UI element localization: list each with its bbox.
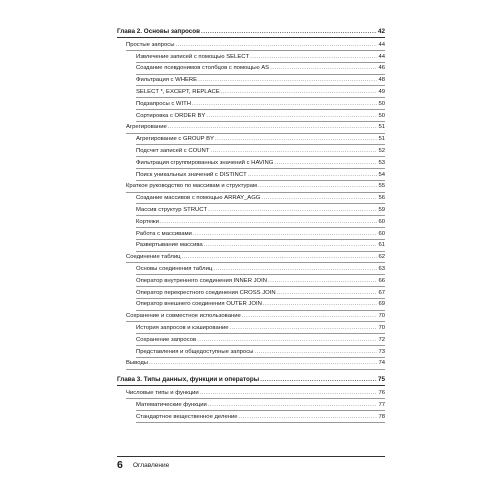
dot-leader [160,218,378,226]
toc-entry-title: Фильтрация сгруппированных значений с HAVING [136,159,274,166]
dot-leader [263,300,378,308]
entry-underline [136,298,385,299]
toc-entry-page: 49 [378,89,385,95]
toc-section-entry[interactable] [126,41,385,49]
toc-entry-page: 78 [378,413,385,420]
toc-entry-page: 53 [378,159,385,166]
toc-entry-page: 76 [378,390,385,396]
dot-leader [261,194,377,202]
toc-subsection-entry[interactable] [136,76,385,84]
dot-leader [242,312,378,320]
toc-entry-title: Массив структур STRUCT [136,207,208,213]
toc-entry-page: 56 [378,195,385,202]
toc-entry-title: Краткое руководство по массивам и структурам [126,183,257,190]
entry-underline [136,239,385,240]
toc-entry-title: Агрегирование [126,124,167,131]
toc-subsection-entry[interactable] [136,324,385,332]
toc-subsection-entry[interactable] [136,241,385,249]
toc-entry-page: 67 [378,289,385,296]
toc-entry-page: 74 [378,360,385,367]
toc-entry-title: Кортежи [136,218,159,225]
dot-leader [182,253,378,261]
toc-subsection-entry[interactable] [136,218,385,226]
dot-leader [210,147,377,155]
toc-entry-title: Математические функции [136,401,207,408]
dot-leader [193,230,378,238]
toc-entry-page: 51 [378,124,385,131]
toc-section-entry[interactable] [126,123,385,131]
entry-underline [136,286,385,287]
toc-subsection-entry[interactable] [136,265,385,273]
toc-entry-title: Создание массивов с помощью ARRAY_AGG [136,195,261,202]
toc-subsection-entry[interactable] [136,401,385,409]
entry-underline [136,422,385,423]
dot-leader [268,277,377,285]
dot-leader [200,389,378,397]
entry-underline [117,385,385,386]
entry-underline [136,251,385,252]
toc-entry-title: Сортировка с ORDER BY [136,112,206,119]
toc-chapter-entry[interactable] [117,28,385,36]
toc-entry-title: Основы соединения таблиц [136,266,213,272]
entry-underline [126,192,385,193]
toc-entry-title: Оператор перекрестного соединения CROSS JOIN [136,289,276,296]
entry-underline [136,85,385,86]
toc-subsection-entry[interactable] [136,159,385,167]
toc-section-entry[interactable] [126,253,385,261]
entry-underline [136,274,385,275]
toc-entry-page: 50 [378,112,385,119]
dot-leader [270,64,377,72]
toc-subsection-entry[interactable] [136,348,385,356]
toc-entry-title: Поиск уникальных значений с DISTINCT [136,171,247,178]
toc-entry-page: 73 [378,348,385,355]
dot-leader [208,401,378,409]
dot-leader [197,336,377,344]
toc-entry-page: 70 [378,325,385,331]
toc-entry-page: 77 [378,401,385,408]
footer-rule [117,456,385,457]
toc-entry-title: Агрегирование с GROUP BY [136,136,214,143]
toc-entry-page: 51 [378,136,385,143]
toc-entry-title: Глава 3. Типы данных, функции и операторы [117,376,260,384]
entry-underline [126,321,385,322]
entry-underline [136,333,385,334]
toc-entry-title: Создание псевдонимов столбцов с помощью AS [136,65,270,72]
toc-entry-page: 62 [378,254,385,261]
entry-underline [126,369,385,370]
entry-underline [117,37,385,38]
toc-chapter-entry[interactable] [117,376,385,384]
toc-subsection-entry[interactable] [136,300,385,308]
dot-leader [215,135,377,143]
dot-leader [175,41,377,49]
toc-entry-page: 48 [378,77,385,84]
entry-underline [136,121,385,122]
toc-entry-title: Стандартное вещественное деление [136,413,238,420]
entry-underline [136,180,385,181]
toc-subsection-entry[interactable] [136,230,385,238]
dot-leader [192,100,377,108]
entry-underline [136,345,385,346]
toc-entry-page: 63 [378,266,385,272]
toc-entry-title: Оператор внутреннего соединения INNER JOIN [136,277,268,284]
dot-leader [248,171,378,179]
toc-section-entry[interactable] [126,312,385,320]
toc-subsection-entry[interactable] [136,64,385,72]
dot-leader [213,265,377,273]
toc-entry-page: 54 [378,171,385,178]
entry-underline [136,410,385,411]
toc-subsection-entry[interactable] [136,206,385,214]
toc-subsection-entry[interactable] [136,88,385,96]
toc-subsection-entry[interactable] [136,147,385,155]
entry-underline [136,74,385,75]
toc-entry-page: 75 [377,376,385,384]
dot-leader [230,324,378,332]
toc-entry-page: 66 [378,277,385,284]
entry-underline [136,144,385,145]
toc-entry-title: Подзапросы с WITH [136,100,191,107]
entry-underline [136,109,385,110]
toc-entry-title: Фильтрация с WHERE [136,77,198,84]
entry-underline [136,357,385,358]
toc-entry-page: 50 [378,100,385,107]
dot-leader [149,359,377,367]
entry-underline [136,215,385,216]
entry-underline [136,168,385,169]
toc-entry-title: Извлечение записей с помощью SELECT [136,53,250,60]
toc-subsection-entry[interactable] [136,194,385,202]
dot-leader [206,112,377,120]
toc-entry-page: 44 [378,41,385,48]
entry-underline [136,227,385,228]
toc-entry-title: Представления и общедоступные запросы [136,348,254,355]
toc-subsection-entry[interactable] [136,336,385,344]
toc-subsection-entry[interactable] [136,277,385,285]
toc-entry-page: 61 [378,242,385,249]
toc-entry-title: Развертывание массива [136,242,203,249]
toc-entry-title: Работа с массивами [136,230,192,237]
toc-entry-title: Сохранение и совместное использование [126,313,241,320]
dot-leader [260,376,377,384]
toc-subsection-entry[interactable] [136,53,385,61]
toc-entry-page: 44 [378,53,385,60]
toc-entry-title: История запросов и кэширование [136,325,229,331]
entry-underline [136,310,385,311]
toc-section-entry[interactable] [126,182,385,190]
toc-entry-page: 52 [378,148,385,154]
entry-underline [136,156,385,157]
toc-subsection-entry[interactable] [136,135,385,143]
dot-leader [198,76,377,84]
entry-underline [136,97,385,98]
toc-entry-title: Соединение таблиц [126,254,181,261]
entry-underline [136,62,385,63]
dot-leader [168,123,378,131]
toc-section-entry[interactable] [126,389,385,397]
toc-entry-title: Сохранение запросов [136,336,197,343]
toc-subsection-entry[interactable] [136,171,385,179]
toc-entry-page: 46 [378,65,385,72]
entry-underline [126,133,385,134]
toc-entry-page: 72 [378,336,385,343]
toc-subsection-entry[interactable] [136,289,385,297]
toc-entry-page: 60 [378,218,385,225]
dot-leader [254,348,377,356]
running-title: Оглавление [133,462,170,469]
dot-leader [258,182,377,190]
toc-entry-page: 42 [377,28,385,35]
dot-leader [201,28,377,36]
toc-entry-page: 59 [378,207,385,213]
toc-subsection-entry[interactable] [136,112,385,120]
entry-underline [126,50,385,51]
toc-entry-title: Простые запросы [126,41,175,48]
dot-leader [221,88,378,96]
dot-leader [277,289,378,297]
toc-entry-title: SELECT *, EXCEPT, REPLACE [136,89,220,95]
toc-entry-title: Подсчет записей с COUNT [136,148,210,154]
dot-leader [274,159,377,167]
toc-subsection-entry[interactable] [136,100,385,108]
toc-entry-title: Выводы [126,360,149,367]
toc-subsection-entry[interactable] [136,413,385,421]
toc-entry-page: 55 [378,183,385,190]
dot-leader [204,241,378,249]
page-number: 6 [117,459,123,471]
entry-underline [126,398,385,399]
dot-leader [250,53,377,61]
entry-underline [126,262,385,263]
entry-underline [136,203,385,204]
toc-section-entry[interactable] [126,359,385,367]
toc-entry-page: 60 [378,230,385,237]
toc-entry-title: Числовые типы и функции [126,390,199,396]
dot-leader [208,206,377,214]
dot-leader [239,413,378,421]
toc-entry-title: Оператор внешнего соединения OUTER JOIN [136,301,262,308]
toc-entry-page: 70 [378,313,385,320]
toc-entry-title: Глава 2. Основы запросов [117,28,201,35]
toc-entry-page: 69 [378,301,385,308]
